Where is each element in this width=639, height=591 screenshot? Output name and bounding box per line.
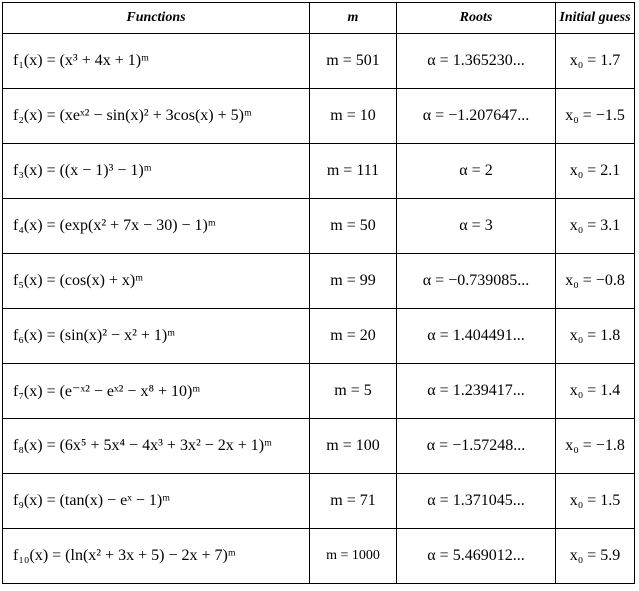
guess-cell: x₀ = 1.7 (556, 34, 635, 89)
header-functions: Functions (3, 3, 310, 34)
function-cell: f₉(x) = (tan(x) − eˣ − 1)ᵐ (3, 474, 310, 529)
table-row (3, 529, 635, 584)
root-cell: α = 1.371045... (397, 474, 556, 529)
root-cell: α = −1.207647... (397, 89, 556, 144)
m-cell: m = 71 (310, 474, 397, 529)
root-cell: α = −1.57248... (397, 419, 556, 474)
function-cell: f₈(x) = (6x⁵ + 5x⁴ − 4x³ + 3x² − 2x + 1)ᵐ (3, 419, 310, 474)
table-row (3, 144, 635, 199)
function-cell: f₃(x) = ((x − 1)³ − 1)ᵐ (3, 144, 310, 199)
m-cell: m = 100 (310, 419, 397, 474)
function-cell: f₁(x) = (x³ + 4x + 1)ᵐ (3, 34, 310, 89)
m-cell: m = 20 (310, 309, 397, 364)
guess-cell: x₀ = 1.8 (556, 309, 635, 364)
table-row (3, 254, 635, 309)
functions-table (2, 2, 635, 584)
function-cell: f₄(x) = (exp(x² + 7x − 30) − 1)ᵐ (3, 199, 310, 254)
function-cell: f₁₀(x) = (ln(x² + 3x + 5) − 2x + 7)ᵐ (3, 529, 310, 584)
table-row (3, 34, 635, 89)
table-row (3, 309, 635, 364)
table-row (3, 419, 635, 474)
table-row (3, 89, 635, 144)
m-cell: m = 99 (310, 254, 397, 309)
root-cell: α = 1.365230... (397, 34, 556, 89)
guess-cell: x₀ = −1.8 (556, 419, 635, 474)
m-cell: m = 10 (310, 89, 397, 144)
header-row (3, 3, 635, 34)
root-cell: α = 1.404491... (397, 309, 556, 364)
guess-cell: x₀ = 5.9 (556, 529, 635, 584)
guess-cell: x₀ = 3.1 (556, 199, 635, 254)
root-cell: α = 3 (397, 199, 556, 254)
m-cell: m = 5 (310, 364, 397, 419)
m-cell: m = 111 (310, 144, 397, 199)
function-cell: f₆(x) = (sin(x)² − x² + 1)ᵐ (3, 309, 310, 364)
root-cell: α = −0.739085... (397, 254, 556, 309)
guess-cell: x₀ = −0.8 (556, 254, 635, 309)
m-cell: m = 50 (310, 199, 397, 254)
root-cell: α = 1.239417... (397, 364, 556, 419)
root-cell: α = 2 (397, 144, 556, 199)
function-cell: f₂(x) = (xeˣ² − sin(x)² + 3cos(x) + 5)ᵐ (3, 89, 310, 144)
guess-cell: x₀ = 2.1 (556, 144, 635, 199)
m-cell: m = 1000 (310, 529, 397, 584)
guess-cell: x₀ = 1.4 (556, 364, 635, 419)
header-initial-guess: Initial guess (556, 3, 635, 34)
guess-cell: x₀ = −1.5 (556, 89, 635, 144)
table-row (3, 199, 635, 254)
guess-cell: x₀ = 1.5 (556, 474, 635, 529)
table-row (3, 364, 635, 419)
root-cell: α = 5.469012... (397, 529, 556, 584)
function-cell: f₇(x) = (e⁻ˣ² − eˣ² − x⁸ + 10)ᵐ (3, 364, 310, 419)
m-cell: m = 501 (310, 34, 397, 89)
function-cell: f₅(x) = (cos(x) + x)ᵐ (3, 254, 310, 309)
header-m: m (310, 3, 397, 34)
table-row (3, 474, 635, 529)
header-roots: Roots (397, 3, 556, 34)
